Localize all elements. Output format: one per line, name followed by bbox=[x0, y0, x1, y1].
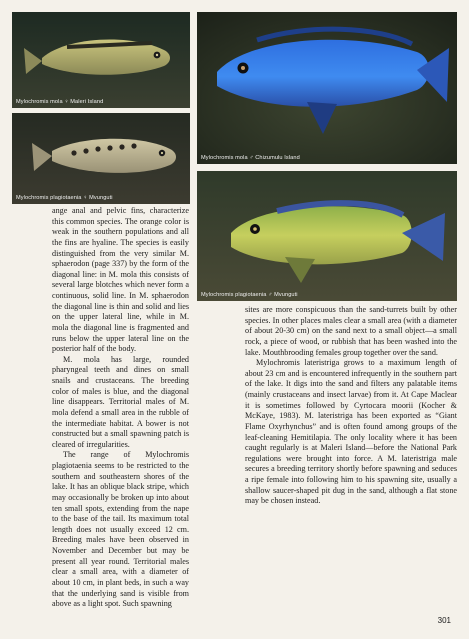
paragraph: ange anal and pelvic fins, characterize this common species. The orange color is weak in the southern populations and all the fins are hyaline. The species is easily distinguished from the very similar M. sphaerodon (page 337) by the form of the diagonal line: in M. mola this consists of several large blotches which never form a continuous, solid line. In M. sphaerodon the diagonal line is thin and solid and lies on the upper lateral line, while in M. mola the diagonal line is fragmented and runs below the upper lateral line on the posterior half of the body. bbox=[52, 206, 189, 354]
photo-caption: Mylochromis mola ♀ Maleri Island bbox=[16, 99, 104, 105]
photo-mola-male bbox=[197, 12, 457, 164]
fish-photo-image bbox=[12, 113, 190, 204]
fish-photo-image bbox=[197, 171, 457, 301]
photo-plagiotaenia-female bbox=[12, 113, 190, 204]
photo-caption: Mylochromis plagiotaenia ♀ Mvunguti bbox=[16, 195, 113, 201]
text-column-left bbox=[52, 206, 189, 610]
text-column-right bbox=[245, 305, 457, 507]
page-number: 301 bbox=[437, 616, 451, 625]
photo-caption: Mylochromis mola ♂ Chizumulu Island bbox=[201, 155, 300, 161]
paragraph: Mylochromis lateristriga grows to a maximum length of about 23 cm and is encountered infrequently in the southern part of the lake. It digs into the sand and filters any palatable items (mainly crustaceans and insect larvae) from it. At Cape Maclear it is sometimes followed by Cyrtocara moorii (Kocher & McKaye, 1983). M. lateristriga has been exported as “Giant Flame Oxyrhynchus” and is often found among groups of the leaf-cleaning Hemitilapia. The only locality where it has been caught regularly is at Maleri Island—before the National Park regulations were brought into force. A M. lateristriga male secures a breeding territory shortly before spawning and seduces a ripe female into following him to his spawning site, usually a shallow saucer-shaped pit dug in the sand, although a flat stone may be chosen instead. bbox=[245, 358, 457, 506]
photo-plagiotaenia-male bbox=[197, 171, 457, 301]
paragraph: sites are more conspicuous than the sand-turrets built by other species. In other places males clear a small area (with a diameter of about 20-30 cm) on the sand next to a small object—a small rock, a piece of wood, or rubbish that has been washed into the lake. Mouthbrooding females group together over the sand. bbox=[245, 305, 457, 357]
photo-mola-female bbox=[12, 12, 190, 108]
paragraph: M. mola has large, rounded pharyngeal teeth and dines on small snails and crustaceans. The breeding color of males is blue, and the diagonal line disappears. Territorial males of M. mola defend a small area in the rubble of the intermediate habitat. A bower is not constructed but a small spawning patch is cleared of irregularities. bbox=[52, 354, 189, 449]
fish-photo-image bbox=[197, 12, 457, 164]
fish-photo-image bbox=[12, 12, 190, 108]
paragraph: The range of Mylochromis plagiotaenia seems to be restricted to the southern and southeastern shores of the lake. It has an oblique black stripe, which may occasionally be broken up into about ten small spots, extending from the nape to the base of the tail. Its maximum total length does not usually exceed 12 cm. Breeding males have been observed in November and December but may be present all year round. Territorial males clear a small area, with a diameter of about 10 cm, in plant beds, in such a way that the underlying sand is visible from above as a light spot. Such spawning bbox=[52, 450, 189, 609]
photo-caption: Mylochromis plagiotaenia ♂ Mvunguti bbox=[201, 292, 298, 298]
